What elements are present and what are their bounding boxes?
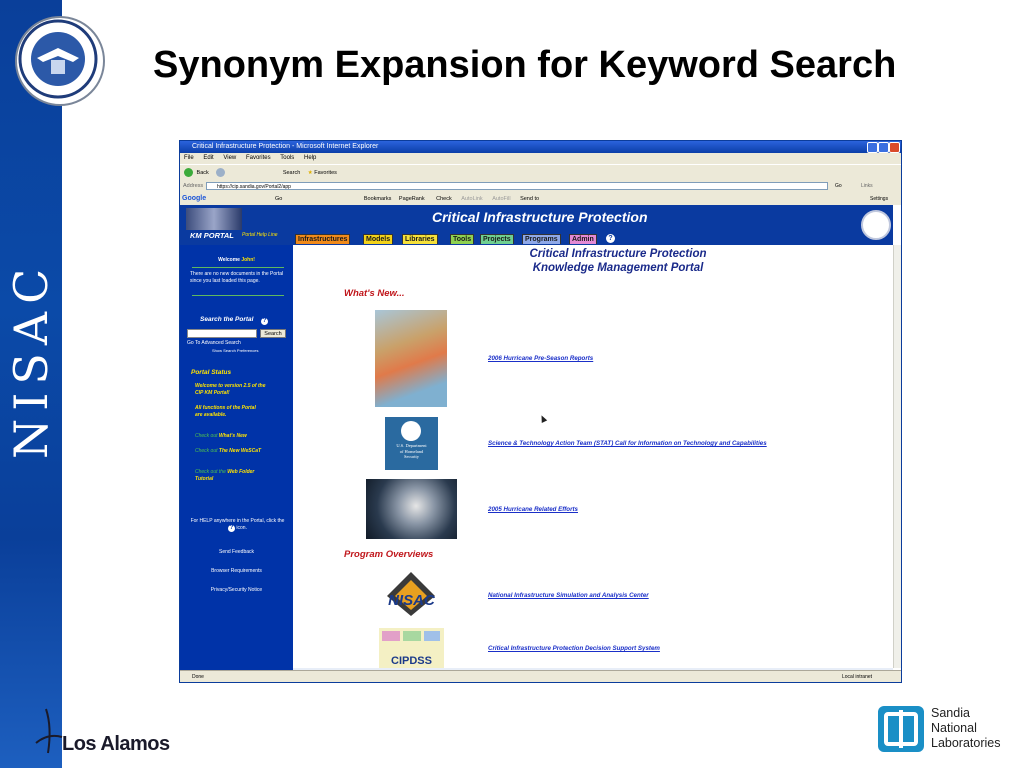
menu-view[interactable]: View [223,155,237,161]
forward-arrow-icon[interactable] [216,168,225,177]
browser-window [179,140,902,683]
portal-title-line-2: Knowledge Management Portal [532,262,704,274]
welcome-label: Welcome [218,257,240,263]
los-alamos-swoosh-icon [34,703,64,757]
cipdss-logo-text: CIPDSS [391,655,432,667]
go-button[interactable]: Go [835,183,842,189]
google-bookmarks[interactable]: Bookmarks [363,196,392,202]
dhs-thumb-line-2: of Homeland [399,448,424,454]
whats-new-heading: What's New... [344,288,405,299]
portal-content [293,245,893,668]
help-instruction-suffix: icon. [236,524,247,531]
km-portal-image [186,208,242,230]
menu-help[interactable]: Help [303,155,317,161]
check-out-label: Check out [195,448,218,454]
nisac-logo-text: NISAC [388,592,435,609]
back-arrow-icon[interactable] [184,168,193,177]
nisac-vertical-label: NISAC [4,260,58,460]
favorites-star-icon: ★ [307,170,313,176]
web-folder-tutorial-link[interactable]: Web Folder Tutorial [195,469,255,482]
sandia-line-1: Sandia [931,706,970,720]
hurricane-2005-link[interactable]: 2005 Hurricane Related Efforts [488,506,578,513]
sandia-logo-icon [878,706,924,752]
tab-admin[interactable]: Admin [569,234,597,244]
close-icon[interactable] [889,142,900,153]
tab-libraries[interactable]: Libraries [402,234,438,244]
km-portal-label: KM PORTAL [190,231,234,240]
welcome-name: John! [241,257,255,263]
dhs-thumbnail[interactable] [385,417,438,470]
browser-toolbar [180,164,901,182]
vertical-scrollbar[interactable] [893,245,902,668]
google-pagerank[interactable]: PageRank [398,196,425,202]
nisac-logo-thumbnail[interactable] [375,570,448,620]
help-icon[interactable]: ? [606,234,615,243]
sidebar-divider [192,267,284,268]
portal-sidebar [180,245,293,670]
tab-projects[interactable]: Projects [480,234,514,244]
menu-favorites[interactable]: Favorites [245,155,271,161]
dhs-thumb-line-3: Security [404,454,419,459]
browser-requirements-link[interactable]: Browser Requirements [211,568,262,574]
favorites-button[interactable]: Favorites [314,170,337,176]
search-portal-heading: Search the Portal [200,316,254,323]
google-check[interactable]: Check [436,196,452,202]
no-new-docs-text: There are no new documents in the Portal since you last loaded this page. [190,271,284,284]
portal-title-line-1: Critical Infrastructure Protection [529,248,707,260]
sandia-logo-text [931,706,1001,751]
hurricane-preseason-link[interactable]: 2006 Hurricane Pre-Season Reports [488,355,594,362]
tab-models[interactable]: Models [363,234,393,244]
wescat-link[interactable]: The New WeSCaT [218,448,262,454]
slide-title: Synonym Expansion for Keyword Search [153,44,897,86]
status-version-text: Welcome to version 2.5 of the CIP KM Portal! [195,383,266,396]
help-icon: ? [229,524,234,531]
banner-title: Critical Infrastructure Protection [432,209,648,225]
menu-file[interactable]: File [184,155,194,161]
google-sendto[interactable]: Send to [520,196,540,202]
google-label: Google [182,195,207,202]
dhs-seal-small-icon [861,210,891,240]
tab-infrastructures[interactable]: Infrastructures [295,234,350,244]
maximize-icon[interactable] [878,142,889,153]
mouse-cursor-icon [539,414,547,423]
portal-banner [180,205,893,245]
send-feedback-link[interactable]: Send Feedback [218,549,255,555]
status-bar [180,670,901,683]
cipdss-link[interactable]: Critical Infrastructure Protection Decision Support System [488,645,660,652]
tab-programs[interactable]: Programs [522,234,561,244]
hurricane-map-thumbnail[interactable] [375,310,447,407]
menu-bar [180,153,901,164]
privacy-notice-link[interactable]: Privacy/Security Notice [210,587,263,593]
menu-tools[interactable]: Tools [280,155,295,161]
back-button[interactable]: Back [196,170,209,176]
search-preferences-link[interactable]: Show Search Preferences [212,348,259,353]
tab-tools[interactable]: Tools [450,234,474,244]
google-autolink[interactable]: AutoLink [461,196,483,202]
portal-status-heading: Portal Status [191,369,232,376]
help-instruction-text: For HELP anywhere in the Portal, click the [190,518,285,524]
sidebar-divider [192,295,284,296]
check-out-label: Check out [195,433,218,439]
check-out-label: Check out the [195,469,226,475]
whats-new-link[interactable]: What's New [218,433,247,439]
settings-button[interactable]: Settings [870,196,889,202]
stat-call-link[interactable]: Science & Technology Action Team (STAT) Call for Information on Technology and Capabilities [488,440,767,447]
search-help-icon[interactable]: ? [262,318,267,324]
sandia-line-2: National [931,721,977,735]
sandia-line-3: Laboratories [931,736,1001,750]
status-zone: Local intranet [842,674,873,680]
minimize-icon[interactable] [867,142,878,153]
dhs-seal-logo [15,16,105,106]
window-titlebar [180,141,901,153]
portal-page [180,205,901,670]
cipdss-logo-thumbnail[interactable] [379,628,444,668]
program-overviews-heading: Program Overviews [344,549,434,560]
los-alamos-logo-text: Los Alamos [62,733,170,755]
portal-help-line-link[interactable]: Portal Help Line [242,232,278,238]
window-title: Critical Infrastructure Protection - Microsoft Internet Explorer [192,143,379,150]
hurricane-satellite-thumbnail[interactable] [366,479,457,539]
advanced-search-link[interactable]: Go To Advanced Search [187,340,241,346]
address-input[interactable]: https://cip.sandia.gov/Portal2/app [206,182,828,190]
portal-search-button[interactable]: Search [260,329,286,338]
google-autofill[interactable]: AutoFill [492,196,511,202]
menu-edit[interactable]: Edit [203,155,214,161]
google-go-button[interactable]: Go [275,196,283,202]
search-button[interactable]: Search [282,170,301,176]
nisac-link[interactable]: National Infrastructure Simulation and Analysis Center [488,592,649,599]
links-label[interactable]: Links [861,183,873,189]
status-done: Done [192,674,204,680]
status-functions-text: All functions of the Portal are available. [195,405,256,418]
dhs-thumb-line-1: U.S. Department [396,443,427,448]
portal-search-input[interactable] [187,329,257,338]
address-label: Address [183,183,204,189]
google-toolbar [180,193,901,205]
